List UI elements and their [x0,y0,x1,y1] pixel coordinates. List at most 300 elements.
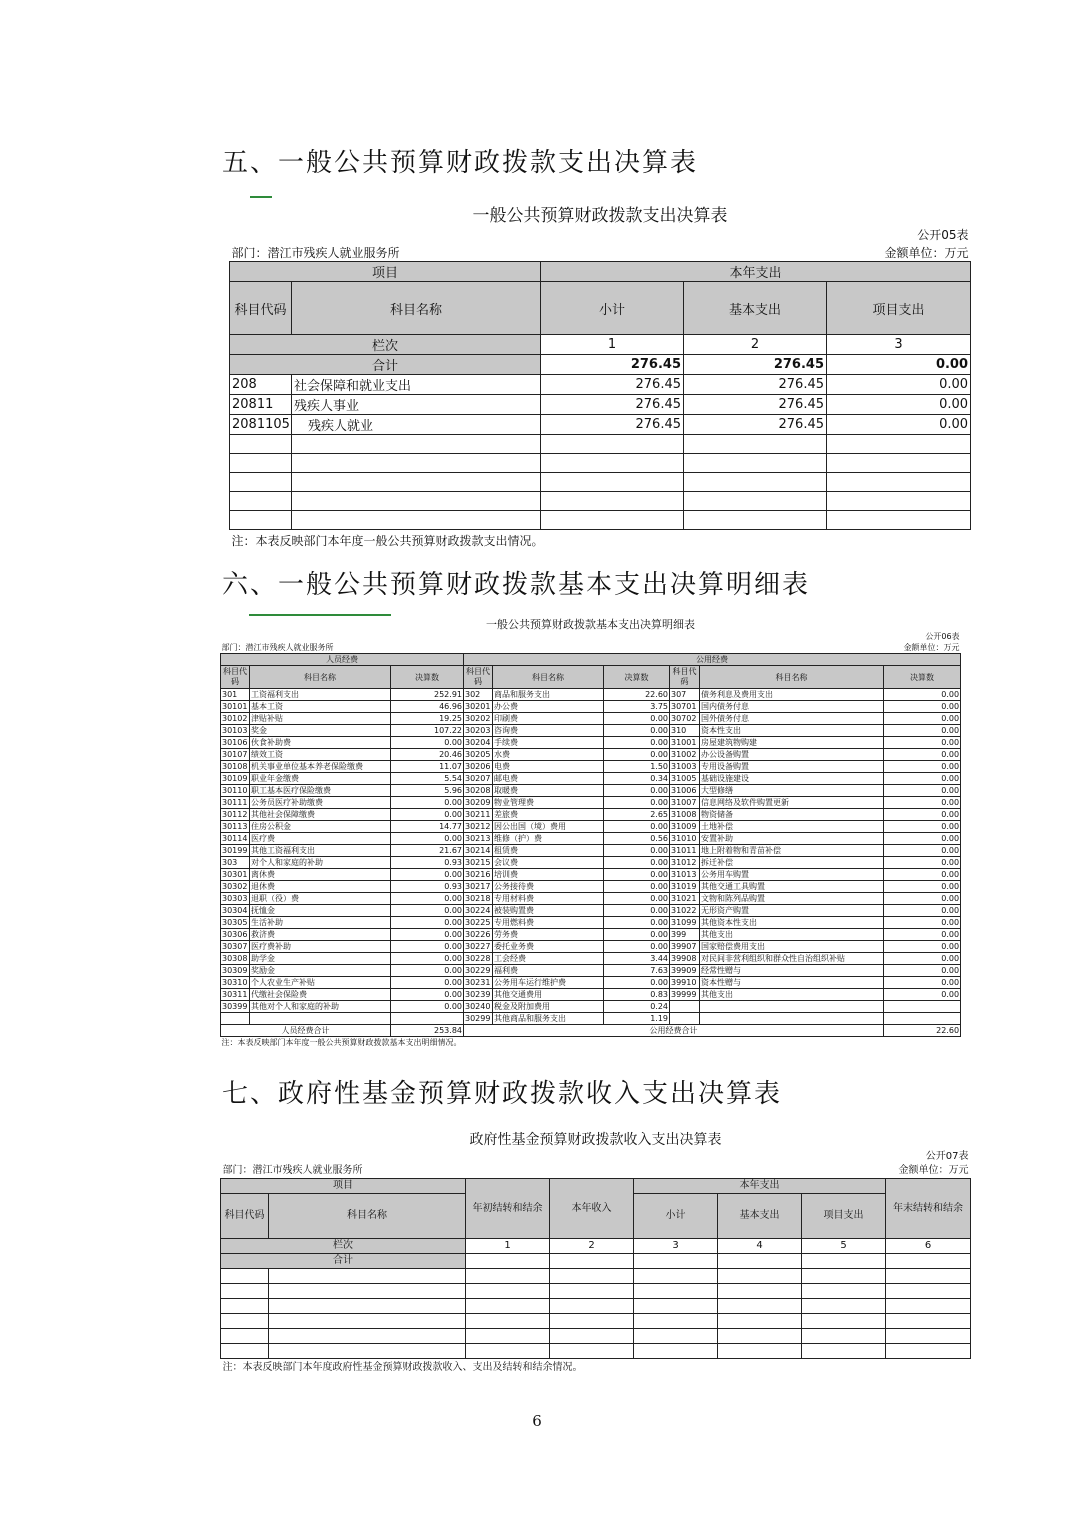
table-note: 注：本表反映部门本年度一般公共预算财政拨款支出情况。 [231,533,544,548]
row-code: 30308 [221,953,250,965]
empty-row [221,1269,971,1284]
row-code: 302 [464,689,493,701]
header-amount: 决算数 [391,666,464,689]
row-code: 30231 [464,977,493,989]
header-code: 科目代码 [221,1194,269,1239]
row-code: 30112 [221,809,250,821]
row-name: 工资福利支出 [250,689,391,701]
row-name: 办公设备购置 [700,749,884,761]
row-amount: 0.00 [391,989,464,1001]
row-amount: 14.77 [391,821,464,833]
row-code: 30106 [221,737,250,749]
row-name: 印刷费 [493,713,604,725]
row-code: 31010 [670,833,700,845]
section5-heading: 五、一般公共预算财政拨款支出决算表 [222,148,699,178]
row-amount: 0.00 [884,869,961,881]
row-code: 208 [230,375,292,395]
row-code: 31021 [670,893,700,905]
header-end-balance: 年末结转和结余 [886,1179,971,1239]
row-code: 30102 [221,713,250,725]
row-code: 30204 [464,737,493,749]
row-name: 工会经费 [493,953,604,965]
table-row [221,845,961,857]
header-amount: 决算数 [604,666,670,689]
row-code: 301 [221,689,250,701]
header-subtotal: 小计 [634,1194,718,1239]
row-name: 公务用车购置 [700,869,884,881]
row-code: 31012 [670,857,700,869]
row-name: 其他支出 [700,989,884,1001]
col-number-3: 3 [827,335,971,355]
row-code: 30303 [221,893,250,905]
row-name: 退职（役）费 [250,893,391,905]
table-row [221,785,961,797]
row-code: 39909 [670,965,700,977]
row-name: 信息网络及软件购置更新 [700,797,884,809]
row-code: 30302 [221,881,250,893]
row-code: 30108 [221,761,250,773]
row-name: 离休费 [250,869,391,881]
row-code: 31007 [670,797,700,809]
row-amount: 3.44 [604,953,670,965]
row-amount: 0.00 [884,989,961,1001]
row-name: 水费 [493,749,604,761]
row-column-label: 栏次 [221,1239,466,1254]
col-number-1: 1 [466,1239,550,1254]
col-number-4: 4 [718,1239,802,1254]
row-code: 31099 [670,917,700,929]
row-code: 30228 [464,953,493,965]
row-amount: 0.00 [884,977,961,989]
row-amount: 22.60 [604,689,670,701]
row-code: 30208 [464,785,493,797]
row-code: 30114 [221,833,250,845]
header-name: 科目名称 [269,1194,466,1239]
cell-selection-marker [250,196,272,198]
unit-label: 金额单位：万元 [903,643,960,652]
table-row [221,905,961,917]
table-row [221,881,961,893]
row-basic: 276.45 [684,395,827,415]
row-name: 大型修缮 [700,785,884,797]
table-row [221,953,961,965]
row-code: 30229 [464,965,493,977]
government-fund-table [220,1130,970,1377]
empty-row [221,1329,971,1344]
header-code: 科目代码 [670,666,700,689]
row-amount: 0.00 [391,965,464,977]
row-code: 310 [670,725,700,737]
row-name: 文物和陈列品购置 [700,893,884,905]
row-amount: 11.07 [391,761,464,773]
header-amount: 决算数 [884,666,961,689]
row-code [670,1001,700,1013]
form-number: 公开07表 [925,1151,969,1162]
row-name: 其他交通工具购置 [700,881,884,893]
row-code: 31011 [670,845,700,857]
empty-row [221,1314,971,1329]
row-name: 其他资本性支出 [700,917,884,929]
row-code: 31022 [670,905,700,917]
row-name: 其他商品和服务支出 [493,1013,604,1025]
row-amount: 0.24 [604,1001,670,1013]
table-row [221,821,961,833]
row-amount: 0.00 [884,689,961,701]
total-label: 合计 [230,355,541,375]
row-amount: 0.00 [604,713,670,725]
row-code: 30309 [221,965,250,977]
row-code: 30227 [464,941,493,953]
row-amount: 0.00 [884,797,961,809]
row-name: 被装购置费 [493,905,604,917]
row-name: 抚恤金 [250,905,391,917]
row-code: 30110 [221,785,250,797]
expenditure-table [229,200,970,550]
personnel-total: 253.84 [391,1025,464,1037]
form-number: 公开05表 [917,228,969,242]
row-name: 职业年金缴费 [250,773,391,785]
row-amount: 0.00 [884,809,961,821]
header-public: 公用经费 [464,654,961,666]
row-amount: 0.00 [884,905,961,917]
row-code: 30212 [464,821,493,833]
row-code: 31001 [670,737,700,749]
row-basic: 276.45 [684,375,827,395]
row-amount: 0.00 [884,749,961,761]
row-code: 30310 [221,977,250,989]
row-name: 津贴补贴 [250,713,391,725]
section6-heading: 六、一般公共预算财政拨款基本支出决算明细表 [222,570,811,600]
row-name: 咨询费 [493,725,604,737]
row-code: 30226 [464,929,493,941]
table-row [221,977,961,989]
row-name: 医疗费 [250,833,391,845]
row-name: 奖励金 [250,965,391,977]
row-code: 30214 [464,845,493,857]
row-name: 残疾人就业 [292,415,541,435]
row-amount: 0.00 [884,701,961,713]
row-name: 取暖费 [493,785,604,797]
table-row [221,1013,961,1025]
row-code: 30202 [464,713,493,725]
department-label: 部门：潜江市残疾人就业服务所 [221,643,334,652]
row-code: 30305 [221,917,250,929]
row-code: 31006 [670,785,700,797]
header-item: 项目支出 [827,282,971,335]
row-amount: 0.00 [604,929,670,941]
empty-row [221,1284,971,1299]
empty-row [230,492,971,511]
row-item: 0.00 [827,415,971,435]
row-amount: 46.96 [391,701,464,713]
row-code: 30225 [464,917,493,929]
row-amount: 0.00 [391,809,464,821]
row-code: 20811 [230,395,292,415]
row-name: 公务用车运行维护费 [493,977,604,989]
row-amount: 2.65 [604,809,670,821]
row-amount: 0.00 [604,917,670,929]
row-code: 30209 [464,797,493,809]
row-name: 其他支出 [700,929,884,941]
row-code: 31019 [670,881,700,893]
row-amount: 0.00 [604,977,670,989]
row-name: 物业管理费 [493,797,604,809]
row-item: 0.00 [827,375,971,395]
row-name: 维修（护）费 [493,833,604,845]
table-row [221,689,961,701]
table-title: 政府性基金预算财政拨款收入支出决算表 [469,1132,722,1148]
header-current-expenditure: 本年支出 [634,1179,886,1194]
row-name: 公务接待费 [493,881,604,893]
row-amount: 20.46 [391,749,464,761]
table-row [221,965,961,977]
row-amount: 0.00 [604,869,670,881]
row-amount: 0.93 [391,881,464,893]
row-code: 30206 [464,761,493,773]
row-code: 399 [670,929,700,941]
personnel-total-label: 人员经费合计 [221,1025,391,1037]
row-code: 39908 [670,953,700,965]
row-name: 个人农业生产补贴 [250,977,391,989]
row-name: 生活补助 [250,917,391,929]
row-amount: 0.00 [884,941,961,953]
row-name: 地上附着物和青苗补偿 [700,845,884,857]
row-amount: 5.96 [391,785,464,797]
row-amount: 0.00 [884,965,961,977]
table-row [230,415,971,435]
row-amount: 0.56 [604,833,670,845]
row-name: 经常性赠与 [700,965,884,977]
table-row [221,773,961,785]
row-amount: 0.00 [391,905,464,917]
row-code: 30211 [464,809,493,821]
row-name: 安置补助 [700,833,884,845]
row-column-label: 栏次 [230,335,541,355]
row-name: 专用设备购置 [700,761,884,773]
table-row [221,749,961,761]
row-name: 福利费 [493,965,604,977]
row-name: 对民间非营利组织和群众性自治组织补贴 [700,953,884,965]
row-name: 绩效工资 [250,749,391,761]
detail-rows [221,689,961,1025]
row-amount: 0.00 [884,917,961,929]
row-code: 31008 [670,809,700,821]
basic-expenditure-detail-table [220,617,960,1048]
row-name: 国内债务付息 [700,701,884,713]
table-row [221,929,961,941]
row-amount: 0.00 [884,785,961,797]
row-amount: 0.00 [604,725,670,737]
row-subtotal: 276.45 [541,375,684,395]
row-name: 因公出国（境）费用 [493,821,604,833]
row-name: 专用材料费 [493,893,604,905]
row-name: 培训费 [493,869,604,881]
table-row [221,833,961,845]
row-code: 30213 [464,833,493,845]
header-item: 项目支出 [802,1194,886,1239]
row-name: 资本性支出 [700,725,884,737]
form-number: 公开06表 [925,632,960,641]
row-amount: 0.00 [391,797,464,809]
row-amount: 0.00 [884,737,961,749]
total-label: 合计 [221,1254,466,1269]
row-amount: 0.00 [391,1001,464,1013]
row-amount: 0.00 [884,929,961,941]
empty-row [230,473,971,492]
row-amount: 0.00 [391,941,464,953]
table-row [221,797,961,809]
row-code: 30304 [221,905,250,917]
row-code: 30301 [221,869,250,881]
empty-row [230,435,971,454]
row-name: 债务利息及费用支出 [700,689,884,701]
header-code: 科目代码 [230,282,292,335]
row-amount: 1.50 [604,761,670,773]
table-row [221,737,961,749]
table-row [230,375,971,395]
row-code: 31013 [670,869,700,881]
row-code: 31003 [670,761,700,773]
table-row [221,917,961,929]
row-code: 307 [670,689,700,701]
col-number-3: 3 [634,1239,718,1254]
row-code: 30103 [221,725,250,737]
public-total-label: 公用经费合计 [464,1025,884,1037]
row-subtotal: 276.45 [541,395,684,415]
row-code: 31002 [670,749,700,761]
row-name: 办公费 [493,701,604,713]
row-name: 助学金 [250,953,391,965]
row-code: 30702 [670,713,700,725]
table-row [221,809,961,821]
empty-row [221,1299,971,1314]
row-amount: 19.25 [391,713,464,725]
row-name: 其他对个人和家庭的补助 [250,1001,391,1013]
row-name: 社会保障和就业支出 [292,375,541,395]
row-item: 0.00 [827,395,971,415]
row-amount: 0.00 [391,737,464,749]
row-amount: 0.00 [884,953,961,965]
header-personnel: 人员经费 [221,654,464,666]
header-basic: 基本支出 [684,282,827,335]
col-number-5: 5 [802,1239,886,1254]
row-amount: 0.00 [391,929,464,941]
row-amount: 0.00 [604,881,670,893]
row-name: 专用燃料费 [493,917,604,929]
row-code: 30107 [221,749,250,761]
header-code: 科目代码 [464,666,493,689]
row-name: 差旅费 [493,809,604,821]
row-code: 30201 [464,701,493,713]
row-name: 机关事业单位基本养老保险缴费 [250,761,391,773]
table-title: 一般公共预算财政拨款支出决算表 [472,205,728,226]
table-row [221,941,961,953]
row-name: 其他工资福利支出 [250,845,391,857]
row-name: 残疾人事业 [292,395,541,415]
row-amount: 0.00 [604,797,670,809]
row-code: 30111 [221,797,250,809]
row-name: 基础设施建设 [700,773,884,785]
row-amount: 0.00 [884,713,961,725]
row-name [700,1013,884,1025]
row-code: 30113 [221,821,250,833]
row-amount: 107.22 [391,725,464,737]
header-project: 项目 [230,262,541,282]
row-code: 31005 [670,773,700,785]
row-code: 30240 [464,1001,493,1013]
row-amount: 0.00 [391,917,464,929]
row-amount: 0.00 [604,749,670,761]
row-name: 对个人和家庭的补助 [250,857,391,869]
row-code: 30399 [221,1001,250,1013]
row-amount: 0.00 [604,845,670,857]
table-row [221,761,961,773]
row-amount: 3.75 [604,701,670,713]
row-name: 拆迁补偿 [700,857,884,869]
table-row [230,395,971,415]
row-amount: 0.00 [604,905,670,917]
row-name: 其他社会保障缴费 [250,809,391,821]
row-amount: 0.00 [884,773,961,785]
row-amount [884,1013,961,1025]
table-row [221,893,961,905]
row-code: 39910 [670,977,700,989]
row-code: 30306 [221,929,250,941]
row-basic: 276.45 [684,415,827,435]
row-code [670,1013,700,1025]
header-current-expenditure: 本年支出 [541,262,971,282]
row-name: 无形资产购置 [700,905,884,917]
empty-row [230,511,971,530]
row-name: 劳务费 [493,929,604,941]
row-amount: 0.00 [391,893,464,905]
row-amount: 0.00 [604,857,670,869]
row-name: 代缴社会保险费 [250,989,391,1001]
row-code: 30701 [670,701,700,713]
row-amount: 0.00 [391,977,464,989]
table-row [221,701,961,713]
row-code: 30311 [221,989,250,1001]
row-code [221,1013,250,1025]
row-code: 30218 [464,893,493,905]
row-code: 30299 [464,1013,493,1025]
row-name: 房屋建筑物购建 [700,737,884,749]
row-name: 职工基本医疗保险缴费 [250,785,391,797]
row-code: 30101 [221,701,250,713]
row-name: 住房公积金 [250,821,391,833]
row-amount: 0.00 [884,821,961,833]
row-subtotal: 276.45 [541,415,684,435]
row-amount: 0.00 [604,893,670,905]
row-amount: 0.00 [604,737,670,749]
row-name: 电费 [493,761,604,773]
row-code: 30205 [464,749,493,761]
row-code: 30207 [464,773,493,785]
col-number-2: 2 [684,335,827,355]
row-amount: 0.93 [391,857,464,869]
row-amount: 0.00 [391,953,464,965]
row-code: 30203 [464,725,493,737]
row-name: 公务员医疗补助缴费 [250,797,391,809]
row-name: 其他交通费用 [493,989,604,1001]
row-amount: 0.00 [884,881,961,893]
row-amount: 0.00 [604,941,670,953]
row-name: 手续费 [493,737,604,749]
cell-selection-marker [249,614,391,616]
row-amount: 1.19 [604,1013,670,1025]
row-name: 资本性赠与 [700,977,884,989]
public-total: 22.60 [884,1025,961,1037]
